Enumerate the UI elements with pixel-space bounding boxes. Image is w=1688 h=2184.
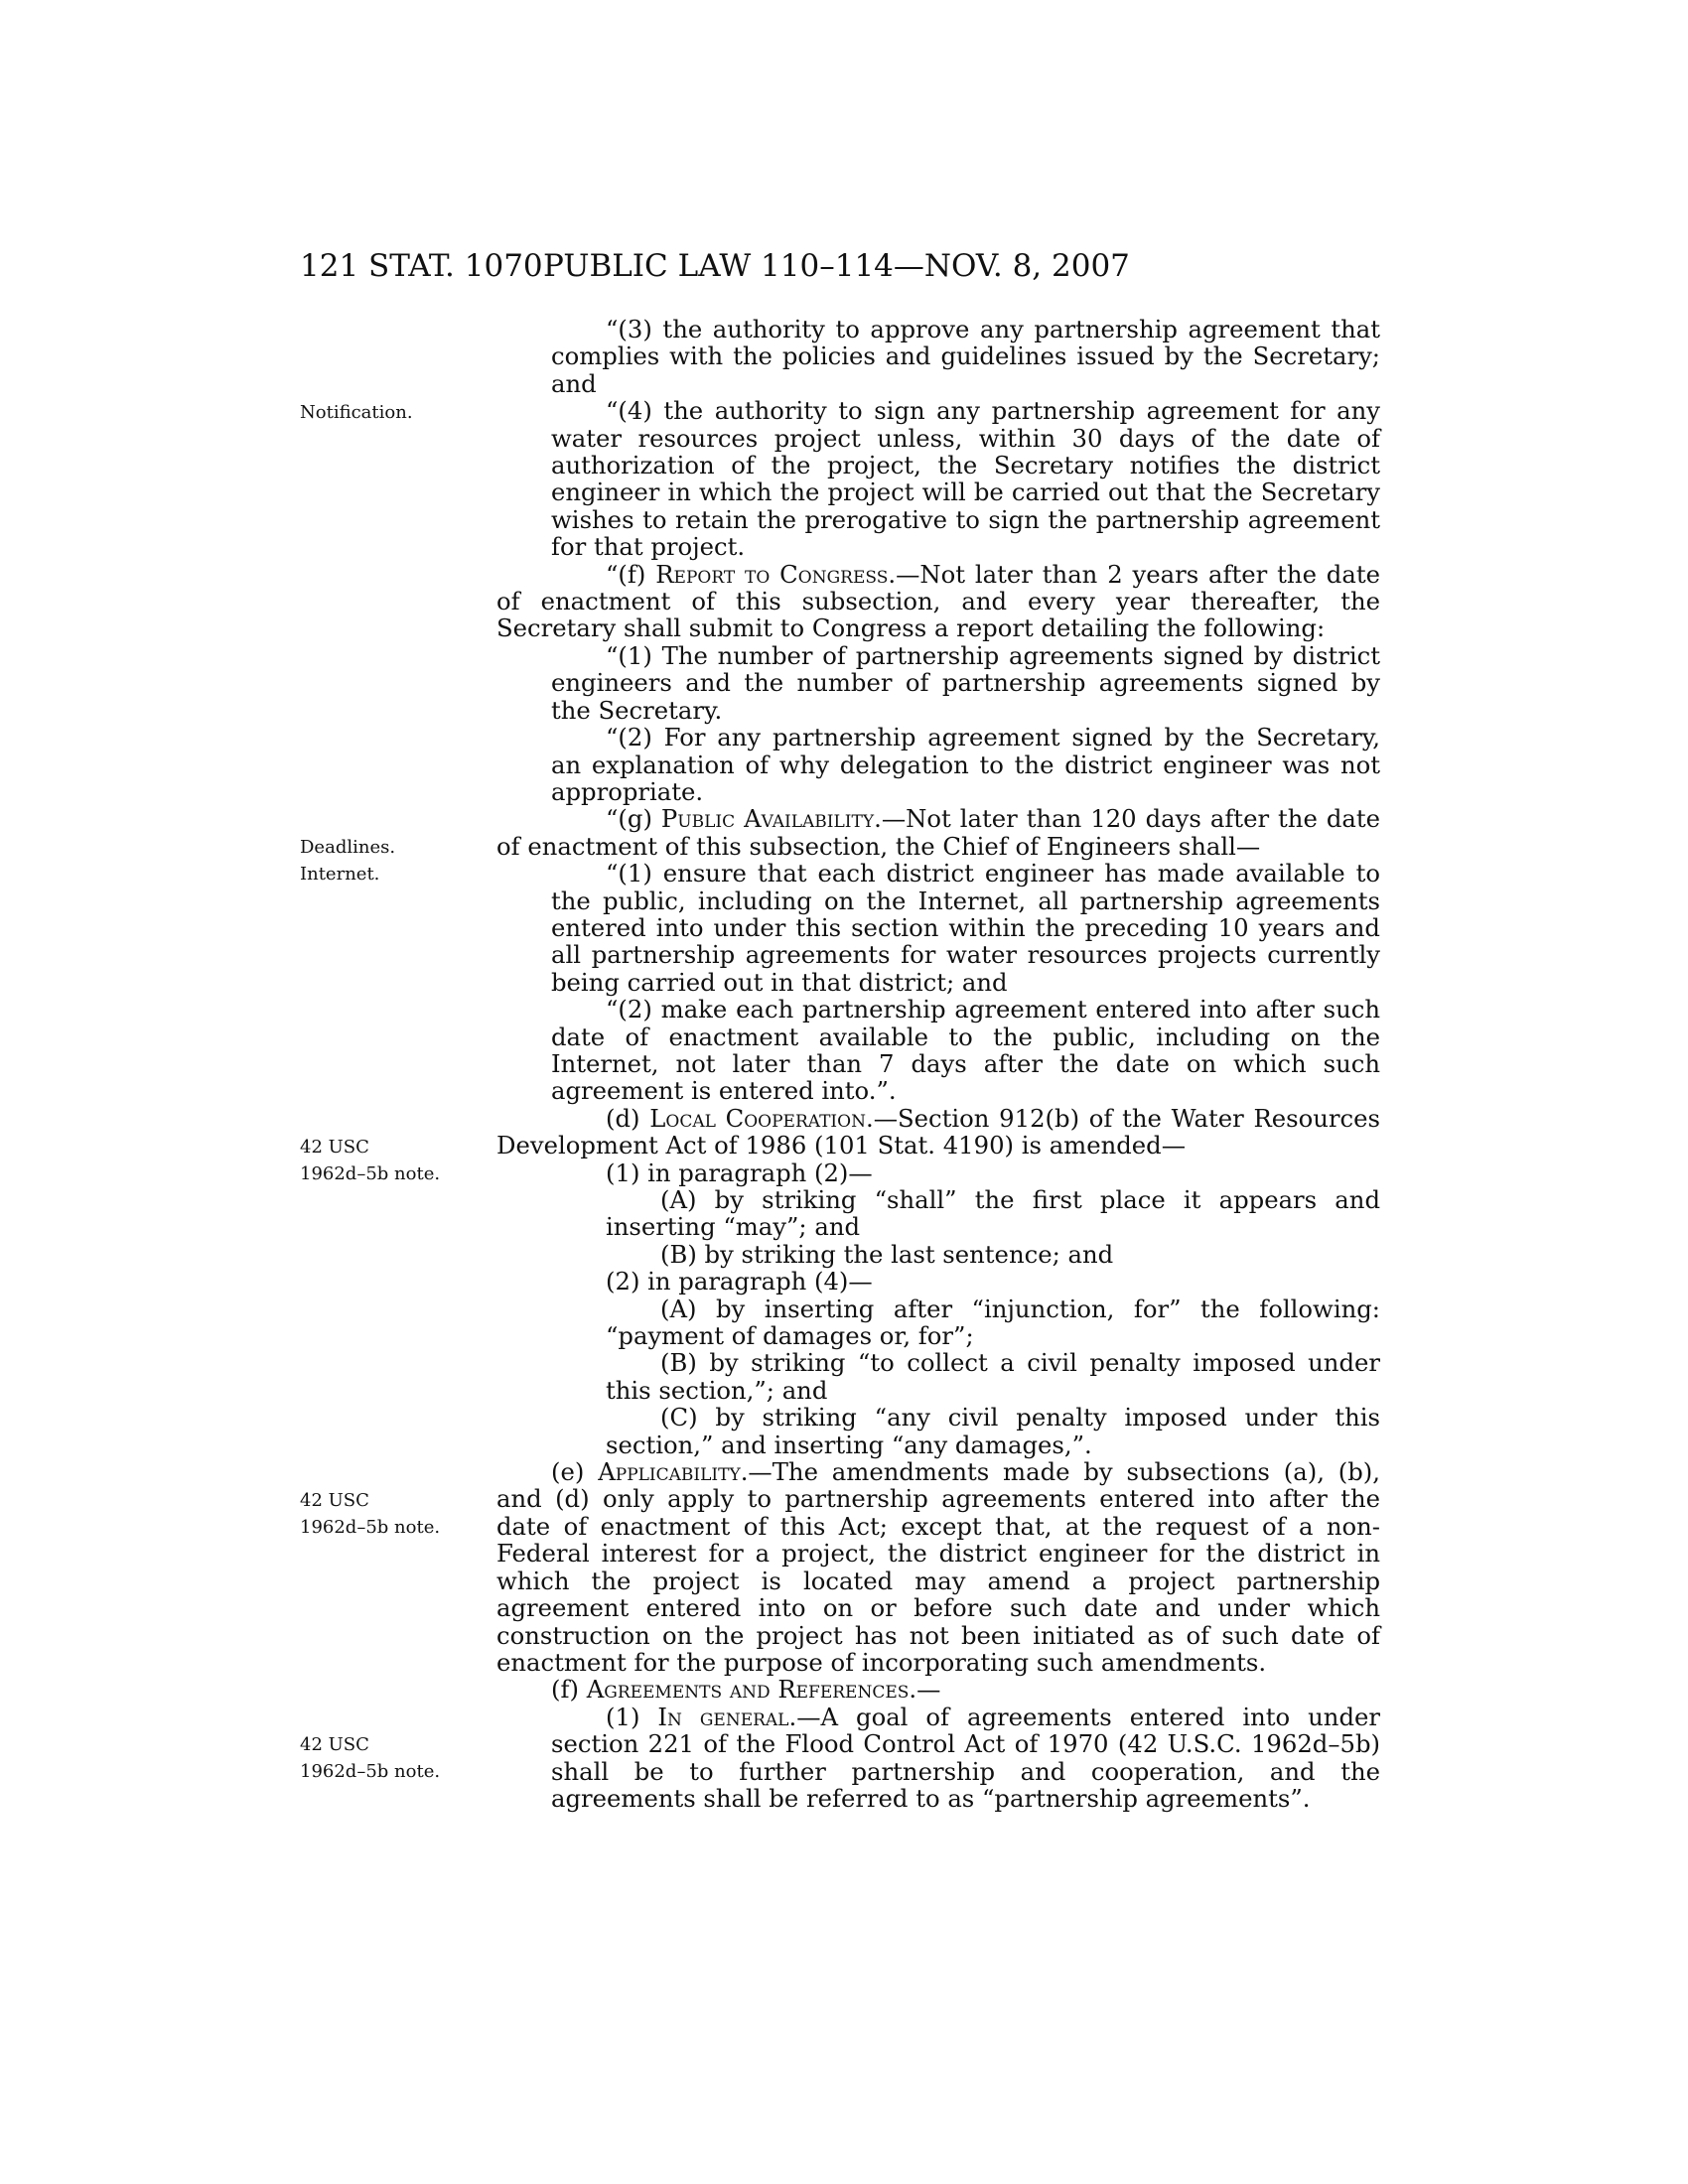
margin-note-deadlines <box>300 834 469 888</box>
margin-note-line: 1962d–5b note. <box>300 1163 441 1185</box>
amendment-item-2c: (C) by striking “any civil penalty imposed under this section,” and inserting “any damages,”. <box>606 1403 1380 1459</box>
margin-note-usc-2 <box>300 1487 469 1542</box>
report-item-2: “(2) For any partnership agreement signed by the Secretary, an explanation of why delegation to the district engineer was not appropriate. <box>551 723 1380 806</box>
subsection-heading: Public Availability. <box>660 804 882 834</box>
running-header: PUBLIC LAW 110–114—NOV. 8, 2007 <box>543 248 1130 284</box>
amendment-paragraph-2: (2) in paragraph (4)— <box>606 1267 873 1297</box>
subsection-heading: Local Cooperation. <box>649 1103 874 1133</box>
margin-note-line: 1962d–5b note. <box>300 1517 441 1539</box>
paragraph-4: “(4) the authority to sign any partnership agreement for any water resources project unless, within 30 days of the date of authorization of the project, the Secretary notifies the district engineer in which the project will be carried out that the Secretary wishes to retain the prerogative to sign the partnership agreement for that project. <box>551 396 1380 562</box>
amendment-item-2b: (B) by striking “to collect a civil penalty imposed under this section,”; and <box>606 1348 1380 1405</box>
statute-body-text <box>496 316 1380 1812</box>
subsection-f-report: “(f) Report to Congress.—Not later than 2 years after the date of enactment of this subsection, and every year thereafter, the Secretary shall submit to Congress a report detailing the following: <box>496 559 1380 643</box>
margin-note-usc-1 <box>300 1134 469 1188</box>
paragraph-3: “(3) the authority to approve any partnership agreement that complies with the policies and guidelines issued by the Secretary; and <box>551 315 1380 398</box>
margin-note-line: Internet. <box>300 864 380 886</box>
amendment-paragraph-1: (1) in paragraph (2)— <box>606 1158 873 1187</box>
margin-note-line: 42 USC <box>300 1734 369 1755</box>
availability-item-2: “(2) make each partnership agreement entered into after such date of enactment available to the public, including on the Internet, not later than 7 days after the date on which such agreement is entered into.”. <box>551 995 1380 1106</box>
subsection-d-local-cooperation: (d) Local Cooperation.—Section 912(b) of the Water Resources Development Act of 1986 (101 Stat. 4190) is amended— <box>496 1103 1380 1160</box>
amendment-item-2a: (A) by inserting after “injunction, for” the following: “payment of damages or, for”; <box>606 1294 1380 1351</box>
statute-page-number: 121 STAT. 1070 <box>300 248 543 284</box>
margin-note-notification <box>300 399 469 426</box>
margin-note-line: 42 USC <box>300 1137 369 1158</box>
margin-note-usc-3 <box>300 1731 469 1786</box>
subsection-heading: Agreements and References. <box>586 1675 917 1705</box>
agreements-in-general: (1) In general.—A goal of agreements entered into under section 221 of the Flood Control Act of 1970 (42 U.S.C. 1962d–5b) shall be to further partnership and cooperation, and the agreements shall be referred to as “partnership agreements”. <box>551 1702 1381 1813</box>
margin-note-line: 42 USC <box>300 1490 369 1511</box>
report-item-1: “(1) The number of partnership agreements signed by district engineers and the number of partnership agreements signed by the Secretary. <box>551 640 1380 725</box>
subsection-e-applicability: (e) Applicability.—The amendments made by subsections (a), (b), and (d) only apply to partnership agreements entered into after the date of enactment of this Act; except that, at the request of a non-Federal interest for a project, the district engineer for the district in which the project is located may amend a project partnership agreement entered into on or before such date and under which construction on the project has not been initiated as of such date of enactment for the purpose of incorporating such amendments. <box>496 1457 1381 1677</box>
margin-note-line: 1962d–5b note. <box>300 1761 441 1783</box>
margin-note-line: Notification. <box>300 402 413 423</box>
amendment-item-1b: (B) by striking the last sentence; and <box>660 1239 1114 1269</box>
subsection-f-agreements: (f) Agreements and References.— <box>551 1675 941 1705</box>
amendment-item-1a: (A) by striking “shall” the first place it appears and inserting “may”; and <box>606 1185 1380 1242</box>
subsection-g-availability: “(g) Public Availability.—Not later than 120 days after the date of enactment of this subsection, the Chief of Engineers shall— <box>496 804 1380 861</box>
subsection-heading: Report to Congress. <box>655 559 897 589</box>
paragraph-heading: In general. <box>657 1702 797 1731</box>
margin-note-line: Deadlines. <box>300 837 396 858</box>
subsection-heading: Applicability. <box>598 1457 749 1487</box>
availability-item-1: “(1) ensure that each district engineer has made available to the public, including on the Internet, all partnership agreements entered into under this section within the preceding 10 years and all partnership agreements for water resources projects currently being carried out in that district; and <box>551 859 1380 997</box>
